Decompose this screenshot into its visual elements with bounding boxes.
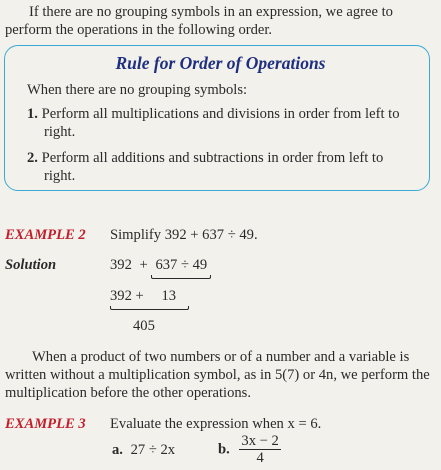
- part-b-fraction: [239, 433, 280, 466]
- solution-result: 405: [133, 318, 155, 334]
- solution-step-2: [110, 287, 176, 305]
- step1-division: 637 ÷ 49: [155, 257, 208, 273]
- step1-operator: +: [139, 257, 148, 273]
- product-line-1: When a product of two numbers or of a number and a variable is: [32, 349, 410, 365]
- step2-term: 392 +: [110, 288, 144, 304]
- example-3-part-a: [112, 441, 175, 459]
- example-2-prompt: Simplify 392 + 637 ÷ 49.: [110, 227, 258, 243]
- product-line-3: multiplication before the other operations.: [5, 385, 251, 401]
- solution-step-1: [110, 256, 207, 274]
- solution-label: Solution: [5, 257, 57, 273]
- example-3-prompt: Evaluate the expression when x = 6.: [110, 416, 322, 432]
- intro-paragraph: [0, 3, 441, 39]
- rule-item-2: [27, 149, 422, 185]
- product-paragraph: [0, 348, 441, 402]
- rule-item-text: Perform all additions and subtractions in order from left to: [41, 150, 384, 166]
- intro-line-2: perform the operations in the following order.: [5, 22, 273, 38]
- step2-bracket: [110, 306, 189, 310]
- step1-term: 392: [110, 257, 132, 273]
- step1-bracket: [151, 275, 211, 279]
- step2-quotient: 13: [161, 288, 177, 304]
- rule-item-1: [27, 105, 422, 141]
- fraction-numerator: 3x − 2: [241, 433, 279, 449]
- example-2-label: EXAMPLE 2: [5, 227, 86, 243]
- rule-item-number: 1.: [27, 106, 38, 122]
- product-line-2: written without a multiplication symbol, as in 5(7) or 4n, we perform the: [5, 367, 430, 383]
- rule-item-text-cont: right.: [44, 168, 76, 184]
- rule-lead: When there are no grouping symbols:: [27, 82, 248, 98]
- part-b-label: b.: [218, 441, 230, 458]
- rule-title: Rule for Order of Operations: [115, 53, 326, 73]
- part-a-label: a.: [112, 442, 123, 458]
- fraction-denominator: 4: [256, 450, 264, 466]
- rule-item-text: Perform all multiplications and divisions in order from left to: [41, 106, 400, 122]
- rule-item-number: 2.: [27, 150, 38, 166]
- part-a-expression: 27 ÷ 2x: [130, 442, 176, 458]
- rule-item-text-cont: right.: [44, 124, 76, 140]
- example-3-label: EXAMPLE 3: [5, 416, 86, 432]
- example-3-part-b: [218, 433, 281, 466]
- intro-line-1: If there are no grouping symbols in an expression, we agree to: [29, 4, 393, 20]
